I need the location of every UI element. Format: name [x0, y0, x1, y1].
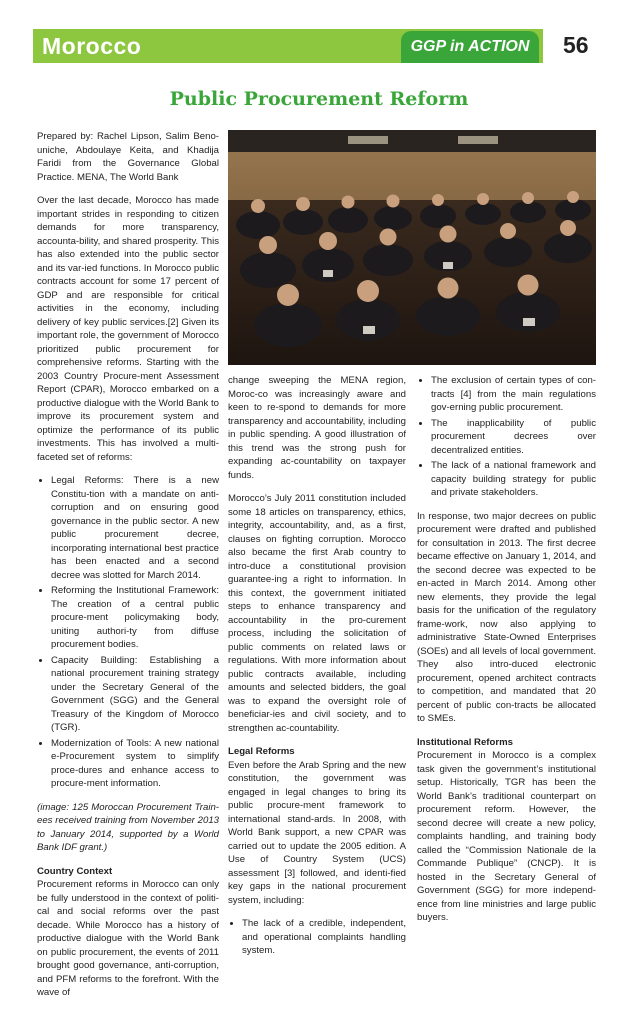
list-item: • Modernization of Tools: A new national e-Procurement system to simplify proce-dures and enhance access to procure-ment information. — [51, 737, 219, 791]
paragraph: change sweeping the MENA region, Moroc-co was increasingly aware and keen to re-spond to demands for more transparency and accountability, including in public spending. A good illustration of this trend was the strong push for expanding ac-countability on taxpayer funds. — [228, 375, 406, 481]
intro-paragraph: Over the last decade, Morocco has made important strides in responding to citizen demands for more transparency, accounta-bility, and shared prosperity. This has also extended into the public sector and its var-ied functions. In Morocco public contracts account for some 17 percent of GDP and are responsible for critical activities in the economy, including delivery of key public services.[2] Given its important role, the government of Morocco prioritized public procurement for comprehensive reforms. Starting with the 2003 Country Procure-ment Assessment Report (CPAR), Morocco embarked on a productive dialogue with the World Bank to improve its procurement system and optimize the performance of its public investments. This has involved a multi-faceted set of reforms: — [37, 195, 219, 463]
conference-photo-image — [228, 130, 596, 365]
country-context-paragraph: Procurement reforms in Morocco can only be fully understood in the context of politi-cal and social reforms over the past decade. While Morocco has a history of productive dialogue with the World Bank on public procurement, the events of 2011 brought good governance, anti-corruption, and PFM reforms to the forefront. With the wave of — [37, 879, 219, 998]
page-header — [33, 29, 614, 63]
list-item: • Legal Reforms: There is a new Constitu-tion with a mandate on anti-corruption and on ensuring good governance in the public sector. A new public procurement decree, incorporating international best practice has been enacted and a second decree was slotted for March 2014. — [51, 474, 219, 582]
paragraph: Morocco’s July 2011 constitution included some 18 articles on transparency, ethics, integrity, accountability, and, as a first, clauses on fighting corruption. Morocco also became the first Arab country to intro-duce a constitutional provision guarantee-ing a right to information. In this context, the government initiated steps to enhance transparency and accountability in the pro-curement process, including the solicitation of public comments on related laws or regulations. With more information about public contracts available, including amounts and selected bidders, the goal was to expand the oversight role of beneficiar-ies and civil society, and to strengthen ac-countability. — [228, 493, 406, 734]
list-item: • The inapplicability of public procurement decrees over decentralized entities. — [431, 417, 596, 458]
list-item: • Reforming the Institutional Framework: The creation of a central public procure-ment policymaking body, uniting authori-ty from diffuse procurement bodies. — [51, 584, 219, 652]
section-tab — [401, 31, 539, 63]
page-number: 56 — [563, 32, 589, 58]
reforms-list — [37, 474, 219, 791]
column-right — [417, 374, 596, 935]
gaps-list-part1 — [228, 917, 406, 958]
institutional-reforms-heading: Institutional Reforms — [417, 736, 513, 748]
image-caption: (image: 125 Moroccan Procurement Train-ees received training from November 2013 to January 2014, supported by a World Bank IDF grant.) — [37, 801, 219, 853]
column-left — [37, 130, 219, 1010]
article-title: Public Procurement Reform — [169, 88, 469, 110]
response-paragraph: In response, two major decrees on public procurement were drafted and published for consultation in 2013. The first decree became effective on January 1, 2014, and the second decree was expected to be en-acted in March 2014. Among other new elements, they provide the legal basis for the unification of the regulatory frame-work, now also applying to administrative State-Owned Enterprises (SOEs) and all levels of local government. They also intro-duced electronic procurement, opened architect contracts to competition, and mandated that 20 percent of public con-tracts be allocated to SMEs. — [417, 510, 596, 724]
section-label: GGP in ACTION — [410, 38, 530, 55]
list-item: • The lack of a credible, independent, and operational complaints handling system. — [242, 917, 406, 958]
country-label: Morocco — [42, 33, 142, 59]
list-item: • The exclusion of certain types of con-tracts [4] from the main regulations gov-erning public procurement. — [431, 374, 596, 415]
list-item: • Capacity Building: Establishing a national procurement training strategy under the Secretary General of the Government (SGG) and the General Treasury of the Kingdom of Morocco (TGR). — [51, 654, 219, 735]
column-middle — [228, 374, 406, 968]
legal-reforms-heading: Legal Reforms — [228, 746, 295, 757]
gaps-list-part2 — [417, 374, 596, 500]
conference-photo — [228, 130, 596, 365]
list-item: • The lack of a national framework and capacity building strategy for public and private stakeholders. — [431, 459, 596, 500]
institutional-reforms-paragraph: Procurement in Morocco is a complex task given the government’s institutional setup. Historically, TGR has been the World Bank’s traditional counterpart on procurement reform. However, the second decree will create a new policy, complaints handling, and training body called the “Commission Nationale de la Commande Publique” (CNCP). It is hosted in the Secretary General of Government (SGG) for more independ-ence from line ministries and large public buyers. — [417, 750, 596, 923]
byline: Prepared by: Rachel Lipson, Salim Beno-uniche, Abdoulaye Keita, and Khadija Faridi from the Governance Global Practice. MENA, The World Bank — [37, 131, 219, 183]
country-context-heading: Country Context — [37, 865, 113, 877]
legal-reforms-paragraph: Even before the Arab Spring and the new constitution, the government was engaged in legal changes to bring its public procure-ment framework to international stand-ards. In 2008, with World Bank support, a new CPAR was carried out to update the 2005 edition. A Use of Country System (UCS) assessment [3] followed, and identi-fied key gaps in the national procurement system, including: — [228, 759, 406, 906]
